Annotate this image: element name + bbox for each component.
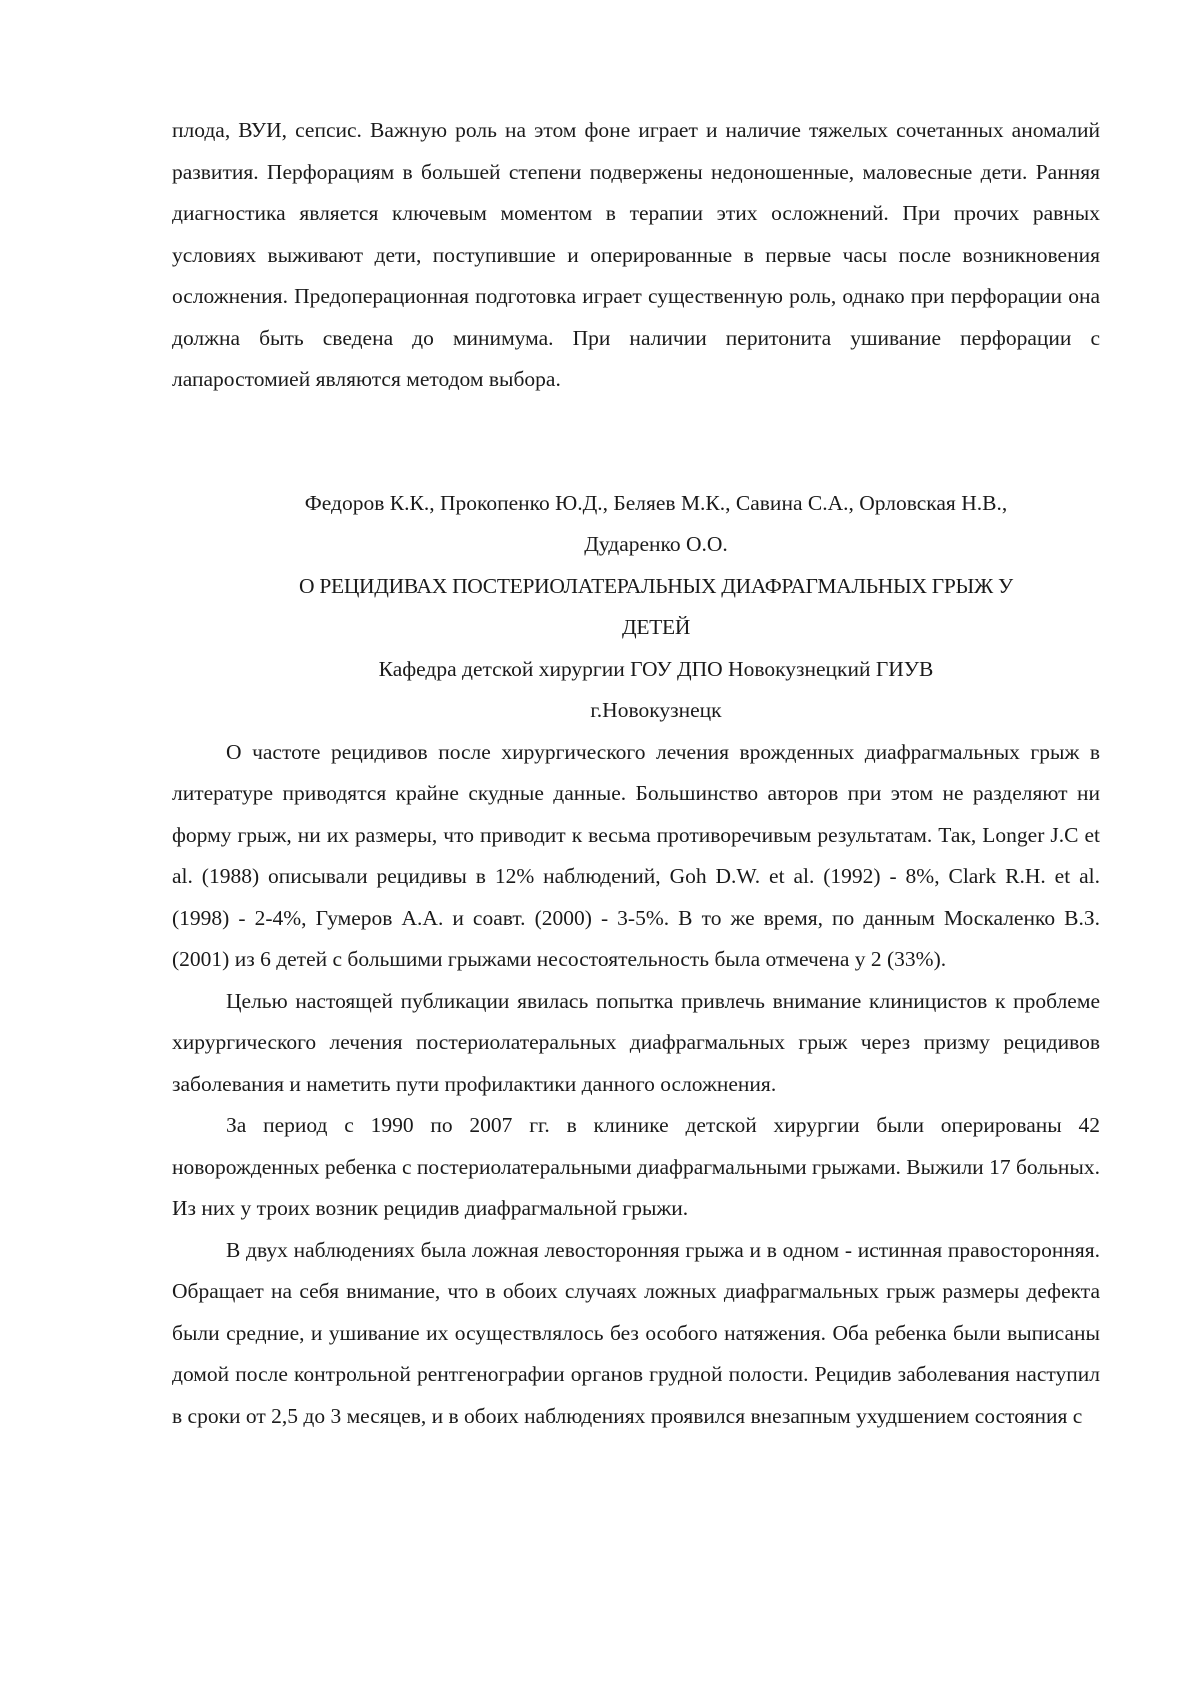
body-paragraph-1: О частоте рецидивов после хирургического лечения врожденных диафрагмальных грыж в литературе приводятся крайне скудные данные. Большинство авторов при этом не разделяют ни форму грыж, ни их размеры, что приводит к весьма противоречивым результатам. Так, Longer J.C et al. (1988) описывали рецидивы в 12% наблюдений, Goh D.W. et al. (1992) - 8%, Clark R.H. et al. (1998) - 2-4%, Гумеров А.А. и соавт. (2000) - 3-5%. В то же время, по данным Москаленко В.З. (2001) из 6 детей с большими грыжами несостоятельность была отмечена у 2 (33%).: [172, 739, 1100, 971]
city: г.Новокузнецк: [590, 698, 722, 722]
article-header: [172, 483, 1100, 732]
article-title-line-1: О РЕЦИДИВАХ ПОСТЕРИОЛАТЕРАЛЬНЫХ ДИАФРАГМАЛЬНЫХ ГРЫЖ У: [299, 573, 1013, 598]
body-paragraph-4: В двух наблюдениях была ложная левосторонняя грыжа и в одном - истинная правосторонняя. Обращает на себя внимание, что в обоих случаях ложных диафрагмальных грыж размеры дефекта были средние, и ушивание их осуществлялось без особого натяжения. Оба ребенка были выписаны домой после контрольной рентгенографии органов грудной полости. Рецидив заболевания наступил в сроки от 2,5 до 3 месяцев, и в обоих наблюдениях проявился внезапным ухудшением состояния с: [172, 1237, 1100, 1428]
authors-line-1: Федоров К.К., Прокопенко Ю.Д., Беляев М.К., Савина С.А., Орловская Н.В.,: [304, 490, 1008, 515]
body-paragraph-2: Целью настоящей публикации явилась попытка привлечь внимание клиницистов к проблеме хирургического лечения постериолатеральных диафрагмальных грыж через призму рецидивов заболевания и наметить пути профилактики данного осложнения.: [172, 988, 1100, 1096]
article-title-line-2: ДЕТЕЙ: [621, 615, 691, 639]
intro-paragraph: плода, ВУИ, сепсис. Важную роль на этом фоне играет и наличие тяжелых сочетанных аномалий развития. Перфорациям в большей степени подвержены недоношенные, маловесные дети. Ранняя диагностика является ключевым моментом в терапии этих осложнений. При прочих равных условиях выживают дети, поступившие и оперированные в первые часы после возникновения осложнения. Предоперационная подготовка играет существенную роль, однако при перфорации она должна быть сведена до минимума. При наличии перитонита ушивание перфорации с лапаростомией являются методом выбора.: [172, 118, 1100, 391]
body-paragraph-3: За период с 1990 по 2007 гг. в клинике детской хирургии были оперированы 42 новорожденных ребенка с постериолатеральными диафрагмальными грыжами. Выжили 17 больных. Из них у троих возник рецидив диафрагмальной грыжи.: [172, 1113, 1100, 1220]
document-page: [172, 110, 1100, 1437]
authors-line-2: Дударенко О.О.: [584, 532, 728, 556]
department: Кафедра детской хирургии ГОУ ДПО Новокузнецкий ГИУВ: [378, 656, 934, 681]
